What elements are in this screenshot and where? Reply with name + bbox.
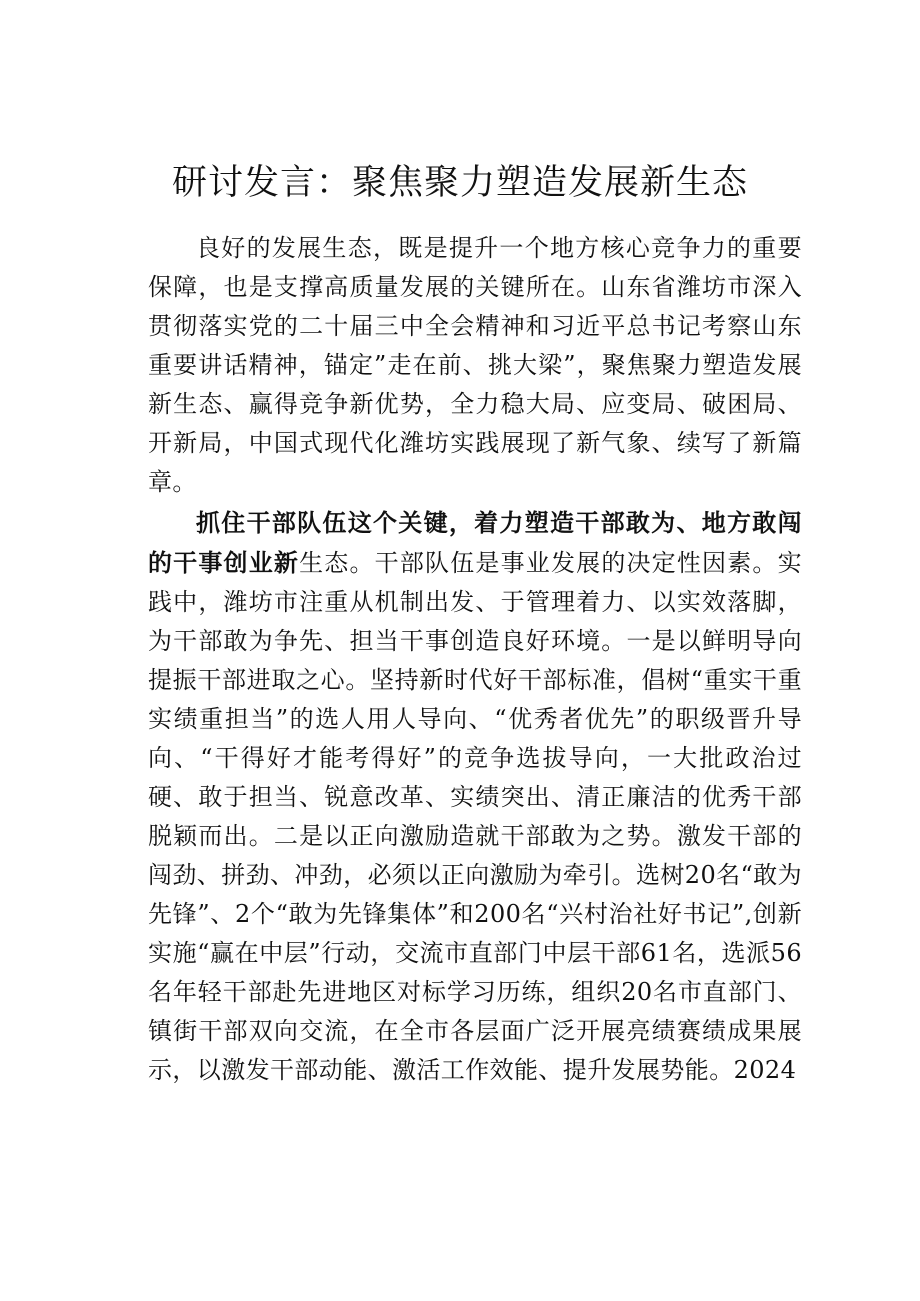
paragraph-cadres — [148, 503, 802, 1090]
document-title: 研讨发言：聚焦聚力塑造发展新生态 — [171, 163, 748, 203]
document-body — [148, 228, 802, 1091]
paragraph-text: 良好的发展生态，既是提升一个地方核心竞争力的重要保障，也是支撑高质量发展的关键所在。山东省潍坊市深入贯彻落实党的二十届三中全会精神和习近平总书记考察山东重要讲话精神，锚定”走在前、挑大梁”，聚焦聚力塑造发展新生态、赢得竞争新优势，全力稳大局、应变局、破困局、开新局，中国式现代化潍坊实践展现了新气象、续写了新篇章。 — [148, 234, 802, 496]
paragraph-text: 生态。干部队伍是事业发展的决定性因素。实践中，潍坊市注重从机制出发、于管理着力、以实效落脚，为干部敢为争先、担当干事创造良好环境。一是以鲜明导向提振干部进取之心。坚持新时代好干部标准，倡树“重实干重实绩重担当”的选人用人导向、“优秀者优先”的职级晋升导向、“干得好才能考得好”的竞争选拔导向，一大批政治过硬、敢于担当、锐意改革、实绩突出、清正廉洁的优秀干部脱颖而出。二是以正向激励造就干部敢为之势。激发干部的闯劲、拼劲、冲劲，必须以正向激励为牵引。选树20名“敢为先锋”、2个“敢为先锋集体”和200名“兴村治社好书记”,创新实施“赢在中层”行动，交流市直部门中层干部61名，选派56名年轻干部赴先进地区对标学习历练，组织20名市直部门、镇街干部双向交流，在全市各层面广泛开展亮绩赛绩成果展示，以激发干部动能、激活工作效能、提升发展势能。2024 — [148, 549, 803, 1084]
paragraph-lead: 抓住干部队伍这个关键，着力塑造干部敢为、地方敢闯的干事创业新 — [148, 508, 802, 577]
paragraph-intro — [148, 228, 802, 502]
